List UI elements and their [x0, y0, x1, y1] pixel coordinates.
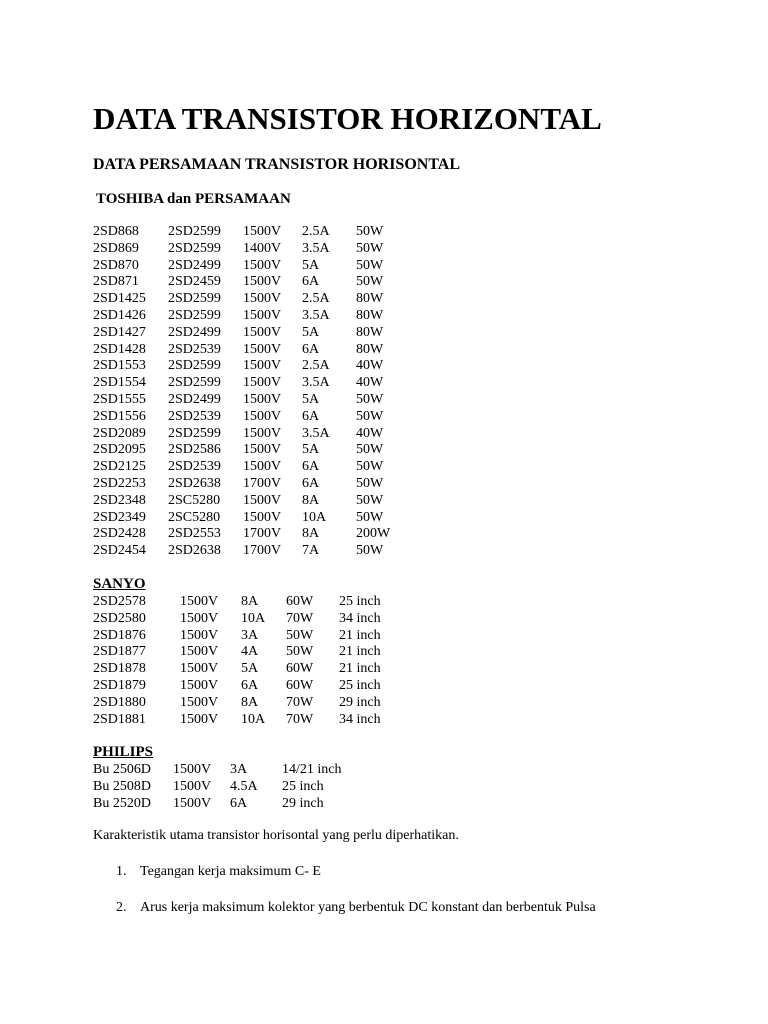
cell-voltage: 1500V: [180, 627, 219, 643]
cell-power: 50W: [356, 492, 384, 508]
list-number: 1.: [116, 864, 127, 879]
cell-type: 2SD2348: [93, 492, 146, 508]
cell-power: 50W: [356, 274, 384, 290]
cell-power: 80W: [356, 341, 384, 357]
cell-voltage: 1400V: [243, 240, 282, 256]
cell-voltage: 1500V: [173, 778, 212, 794]
cell-current: 6A: [302, 408, 320, 424]
cell-type: 2SD1556: [93, 408, 146, 424]
cell-power: 60W: [286, 594, 314, 609]
cell-equivalent: 2SD2459: [168, 274, 221, 290]
document-title: DATA TRANSISTOR HORIZONTAL: [93, 101, 602, 136]
cell-current: 10A: [302, 509, 327, 525]
cell-power: 50W: [356, 240, 384, 256]
cell-current: 6A: [230, 795, 248, 811]
cell-power: 200W: [356, 526, 391, 542]
cell-screen-size: 25 inch: [282, 778, 324, 794]
intro-paragraph: Karakteristik utama transistor horisontal yang perlu diperhatikan.: [93, 828, 459, 843]
cell-current: 3.5A: [302, 425, 330, 441]
cell-power: 50W: [356, 391, 384, 407]
cell-voltage: 1500V: [180, 677, 219, 693]
cell-equivalent: 2SD2599: [168, 375, 221, 391]
cell-current: 6A: [302, 341, 320, 357]
cell-type: 2SD1553: [93, 358, 146, 374]
cell-current: 2.5A: [302, 291, 330, 307]
cell-current: 8A: [241, 594, 259, 609]
cell-voltage: 1500V: [243, 307, 282, 323]
cell-voltage: 1500V: [243, 492, 282, 508]
sanyo-heading: SANYO: [93, 576, 146, 592]
cell-equivalent: 2SD2539: [168, 341, 221, 357]
cell-current: 4A: [241, 644, 259, 660]
cell-equivalent: 2SD2499: [168, 257, 221, 273]
cell-equivalent: 2SD2638: [168, 543, 221, 559]
cell-voltage: 1500V: [243, 291, 282, 307]
cell-voltage: 1700V: [243, 475, 282, 491]
cell-current: 3.5A: [302, 307, 330, 323]
cell-screen-size: 21 inch: [339, 661, 381, 677]
cell-voltage: 1500V: [173, 762, 212, 777]
cell-current: 3.5A: [302, 240, 330, 256]
document-subtitle: DATA PERSAMAAN TRANSISTOR HORISONTAL: [93, 156, 461, 173]
cell-screen-size: 25 inch: [339, 594, 381, 609]
cell-screen-size: 14/21 inch: [282, 762, 342, 777]
cell-type: 2SD1425: [93, 291, 146, 307]
cell-power: 50W: [356, 408, 384, 424]
cell-power: 60W: [286, 661, 314, 677]
cell-type: 2SD869: [93, 240, 139, 256]
cell-type: 2SD2125: [93, 459, 146, 475]
cell-power: 50W: [356, 224, 384, 239]
cell-type: 2SD1878: [93, 661, 146, 677]
cell-current: 7A: [302, 543, 320, 559]
cell-voltage: 1500V: [243, 274, 282, 290]
cell-current: 6A: [302, 475, 320, 491]
cell-current: 10A: [241, 711, 266, 727]
cell-current: 5A: [302, 391, 320, 407]
cell-screen-size: 21 inch: [339, 644, 381, 660]
cell-type: 2SD2089: [93, 425, 146, 441]
cell-voltage: 1500V: [243, 358, 282, 374]
cell-type: 2SD2253: [93, 475, 146, 491]
cell-equivalent: 2SC5280: [168, 509, 221, 525]
cell-type: Bu 2520D: [93, 795, 151, 811]
cell-voltage: 1500V: [243, 509, 282, 525]
cell-power: 70W: [286, 711, 314, 727]
philips-heading: PHILIPS: [93, 744, 154, 760]
cell-voltage: 1500V: [243, 341, 282, 357]
cell-voltage: 1500V: [243, 391, 282, 407]
cell-voltage: 1500V: [180, 644, 219, 660]
cell-voltage: 1500V: [243, 442, 282, 458]
cell-equivalent: 2SC5280: [168, 492, 221, 508]
cell-type: 2SD1426: [93, 307, 146, 323]
cell-current: 8A: [302, 526, 320, 542]
cell-type: 2SD1555: [93, 391, 146, 407]
cell-type: 2SD1428: [93, 341, 146, 357]
cell-power: 50W: [286, 644, 314, 660]
cell-current: 6A: [302, 274, 320, 290]
cell-power: 70W: [286, 610, 314, 626]
cell-voltage: 1500V: [243, 425, 282, 441]
cell-equivalent: 2SD2599: [168, 291, 221, 307]
cell-current: 4.5A: [230, 778, 258, 794]
cell-voltage: 1700V: [243, 543, 282, 559]
cell-current: 2.5A: [302, 224, 330, 239]
cell-equivalent: 2SD2499: [168, 324, 221, 340]
cell-equivalent: 2SD2553: [168, 526, 221, 542]
cell-equivalent: 2SD2499: [168, 391, 221, 407]
cell-power: 80W: [356, 307, 384, 323]
cell-power: 50W: [286, 627, 314, 643]
cell-equivalent: 2SD2539: [168, 408, 221, 424]
cell-power: 40W: [356, 375, 384, 391]
cell-voltage: 1500V: [180, 594, 219, 609]
cell-screen-size: 34 inch: [339, 711, 381, 727]
cell-type: 2SD1879: [93, 677, 146, 693]
cell-current: 3.5A: [302, 375, 330, 391]
cell-voltage: 1500V: [180, 694, 219, 710]
cell-screen-size: 34 inch: [339, 610, 381, 626]
cell-power: 50W: [356, 475, 384, 491]
cell-screen-size: 29 inch: [282, 795, 324, 811]
cell-type: 2SD2454: [93, 543, 146, 559]
cell-power: 40W: [356, 425, 384, 441]
cell-power: 60W: [286, 677, 314, 693]
cell-voltage: 1500V: [243, 324, 282, 340]
cell-voltage: 1500V: [180, 661, 219, 677]
cell-voltage: 1500V: [180, 711, 219, 727]
cell-current: 6A: [302, 459, 320, 475]
cell-current: 5A: [241, 661, 259, 677]
cell-equivalent: 2SD2599: [168, 240, 221, 256]
cell-type: Bu 2508D: [93, 778, 151, 794]
cell-type: 2SD1427: [93, 324, 146, 340]
cell-equivalent: 2SD2599: [168, 307, 221, 323]
cell-current: 2.5A: [302, 358, 330, 374]
cell-power: 80W: [356, 291, 384, 307]
toshiba-heading: TOSHIBA dan PERSAMAAN: [96, 191, 291, 207]
cell-power: 80W: [356, 324, 384, 340]
cell-type: 2SD2349: [93, 509, 146, 525]
cell-power: 70W: [286, 694, 314, 710]
cell-equivalent: 2SD2539: [168, 459, 221, 475]
cell-voltage: 1500V: [180, 610, 219, 626]
cell-voltage: 1500V: [243, 459, 282, 475]
cell-type: 2SD868: [93, 224, 139, 239]
cell-type: Bu 2506D: [93, 762, 151, 777]
cell-current: 3A: [230, 762, 248, 777]
cell-power: 50W: [356, 459, 384, 475]
list-text: Arus kerja maksimum kolektor yang berbentuk DC konstant dan berbentuk Pulsa: [140, 900, 596, 915]
cell-voltage: 1500V: [243, 375, 282, 391]
cell-type: 2SD2095: [93, 442, 146, 458]
cell-type: 2SD1877: [93, 644, 146, 660]
cell-type: 2SD1876: [93, 627, 146, 643]
cell-current: 5A: [302, 442, 320, 458]
cell-current: 5A: [302, 257, 320, 273]
cell-screen-size: 29 inch: [339, 694, 381, 710]
cell-current: 3A: [241, 627, 259, 643]
cell-current: 5A: [302, 324, 320, 340]
cell-voltage: 1500V: [243, 257, 282, 273]
cell-current: 8A: [241, 694, 259, 710]
cell-type: 2SD870: [93, 257, 139, 273]
cell-power: 50W: [356, 543, 384, 559]
cell-type: 2SD1881: [93, 711, 146, 727]
cell-screen-size: 21 inch: [339, 627, 381, 643]
cell-type: 2SD2578: [93, 594, 146, 609]
cell-power: 40W: [356, 358, 384, 374]
cell-type: 2SD2428: [93, 526, 146, 542]
cell-type: 2SD871: [93, 274, 139, 290]
cell-equivalent: 2SD2638: [168, 475, 221, 491]
cell-equivalent: 2SD2599: [168, 425, 221, 441]
cell-power: 50W: [356, 257, 384, 273]
cell-voltage: 1500V: [243, 224, 282, 239]
cell-equivalent: 2SD2599: [168, 358, 221, 374]
cell-current: 8A: [302, 492, 320, 508]
list-text: Tegangan kerja maksimum C- E: [140, 864, 321, 879]
cell-equivalent: 2SD2599: [168, 224, 221, 239]
cell-equivalent: 2SD2586: [168, 442, 221, 458]
cell-voltage: 1500V: [173, 795, 212, 811]
cell-screen-size: 25 inch: [339, 677, 381, 693]
cell-type: 2SD1880: [93, 694, 146, 710]
cell-type: 2SD2580: [93, 610, 146, 626]
cell-voltage: 1500V: [243, 408, 282, 424]
list-number: 2.: [116, 900, 127, 915]
cell-current: 6A: [241, 677, 259, 693]
cell-voltage: 1700V: [243, 526, 282, 542]
cell-power: 50W: [356, 442, 384, 458]
cell-power: 50W: [356, 509, 384, 525]
cell-current: 10A: [241, 610, 266, 626]
cell-type: 2SD1554: [93, 375, 146, 391]
